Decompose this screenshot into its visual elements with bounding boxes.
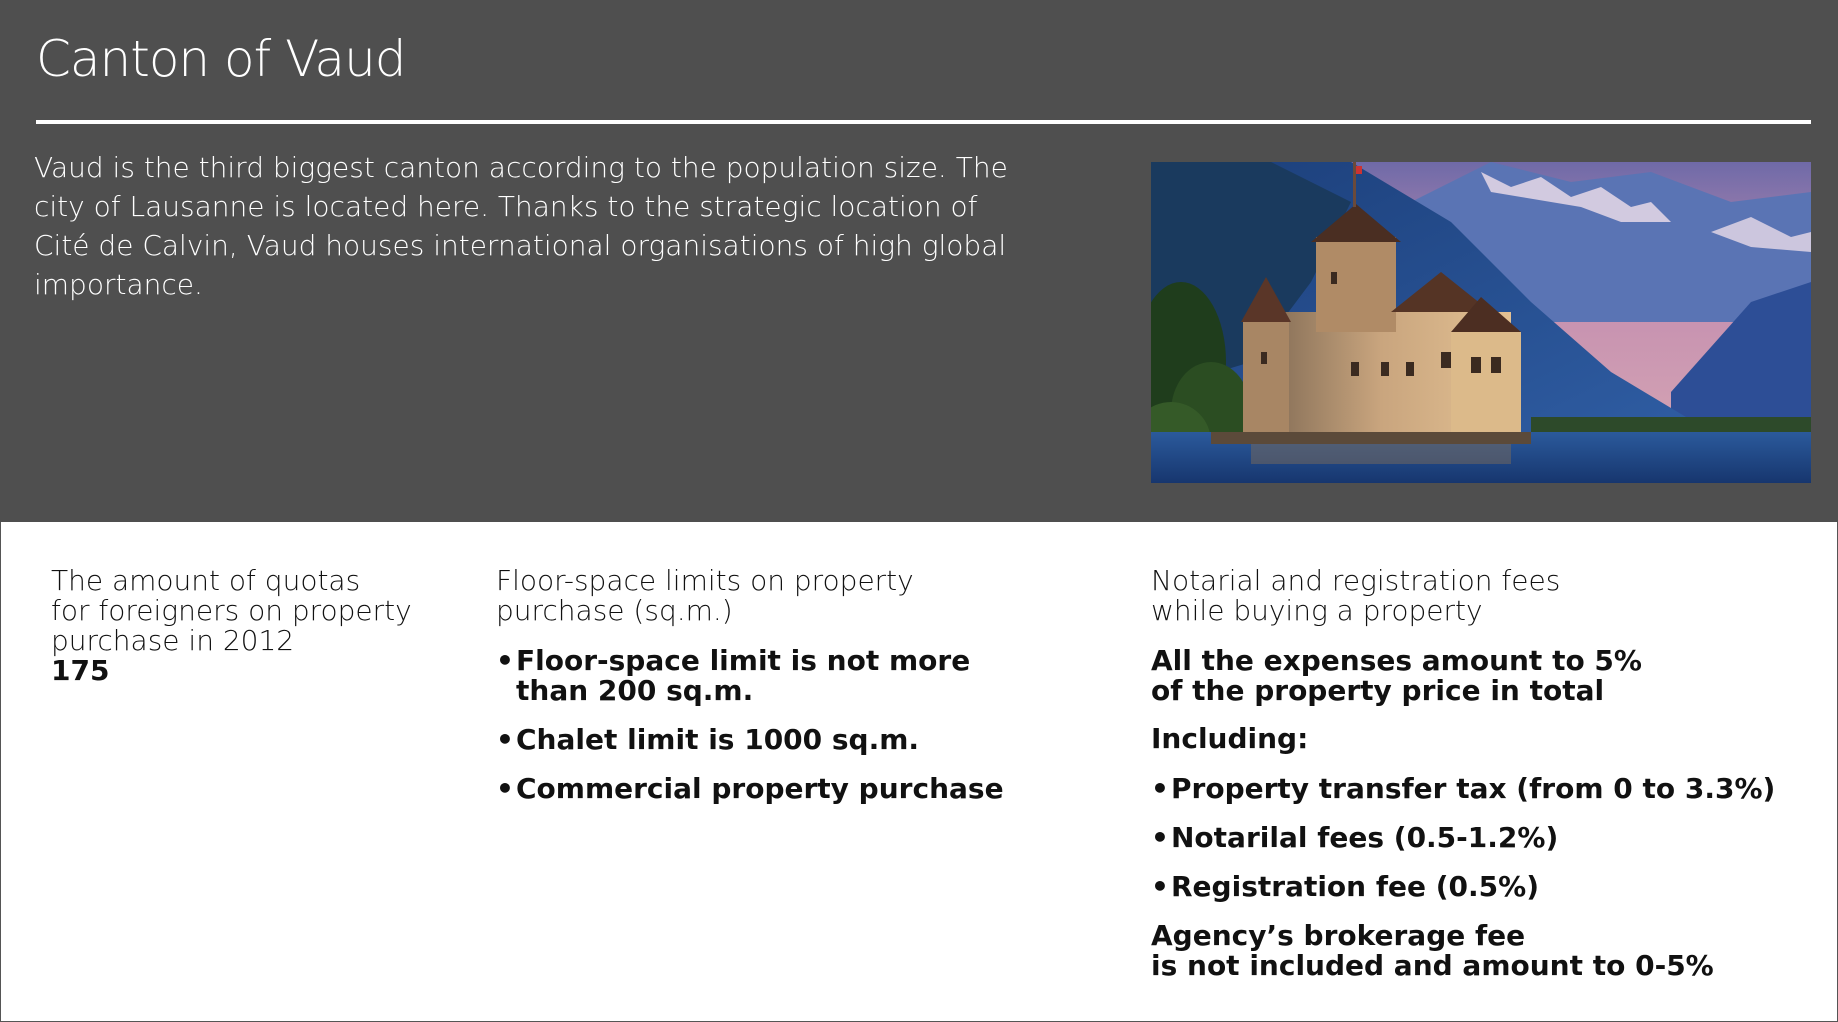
fees-note-line2: is not included and amount to 0-5% — [1151, 949, 1714, 982]
list-item — [496, 646, 1056, 706]
title-divider — [36, 120, 1811, 124]
list-item — [496, 725, 1056, 755]
quotas-value: 175 — [51, 654, 110, 687]
list-item — [496, 774, 1056, 804]
fees-including-label: Including: — [1151, 722, 1309, 755]
list-item-line: • Floor-space limit is not more — [516, 644, 971, 677]
fees-list — [1151, 774, 1831, 902]
fees-heading-line1: Notarial and registration fees — [1151, 564, 1561, 597]
quotas-heading-line1: The amount of quotas — [51, 564, 361, 597]
floor-space-heading-line2: purchase (sq.m.) — [496, 594, 733, 627]
list-item-line: • Commercial property purchase — [516, 772, 1004, 805]
floor-space-column — [496, 566, 1056, 823]
page-title: Canton of Vaud — [36, 30, 406, 88]
details-section — [0, 522, 1838, 1022]
list-item: • Registration fee (0.5%) — [1151, 872, 1831, 902]
fees-heading-line2: while buying a property — [1151, 594, 1483, 627]
list-item: • Notarilal fees (0.5-1.2%) — [1151, 823, 1831, 853]
intro-text: Vaud is the third biggest canton according to the population size. The city of Lausanne is located here. Thanks to the strategic location of Cité de Calvin, Vaud houses international organisations of high global importance. — [34, 151, 1008, 301]
chateau-de-chillon-photo — [1151, 162, 1811, 483]
fees-summary-line2: of the property price in total — [1151, 674, 1605, 707]
fees-summary-line1: All the expenses amount to 5% — [1151, 644, 1642, 677]
list-item-line: • Chalet limit is 1000 sq.m. — [516, 723, 920, 756]
floor-space-list — [496, 646, 1056, 804]
list-item: • Property transfer tax (from 0 to 3.3%) — [1151, 774, 1831, 804]
floor-space-heading-line1: Floor-space limits on property — [496, 564, 914, 597]
fees-column — [1151, 566, 1831, 981]
quotas-heading-line2: for foreigners on property — [51, 594, 412, 627]
quotas-column — [51, 566, 451, 686]
fees-note-line1: Agency’s brokerage fee — [1151, 919, 1526, 952]
list-item-line: than 200 sq.m. — [516, 674, 754, 707]
quotas-heading-line3: purchase in 2012 — [51, 624, 295, 657]
